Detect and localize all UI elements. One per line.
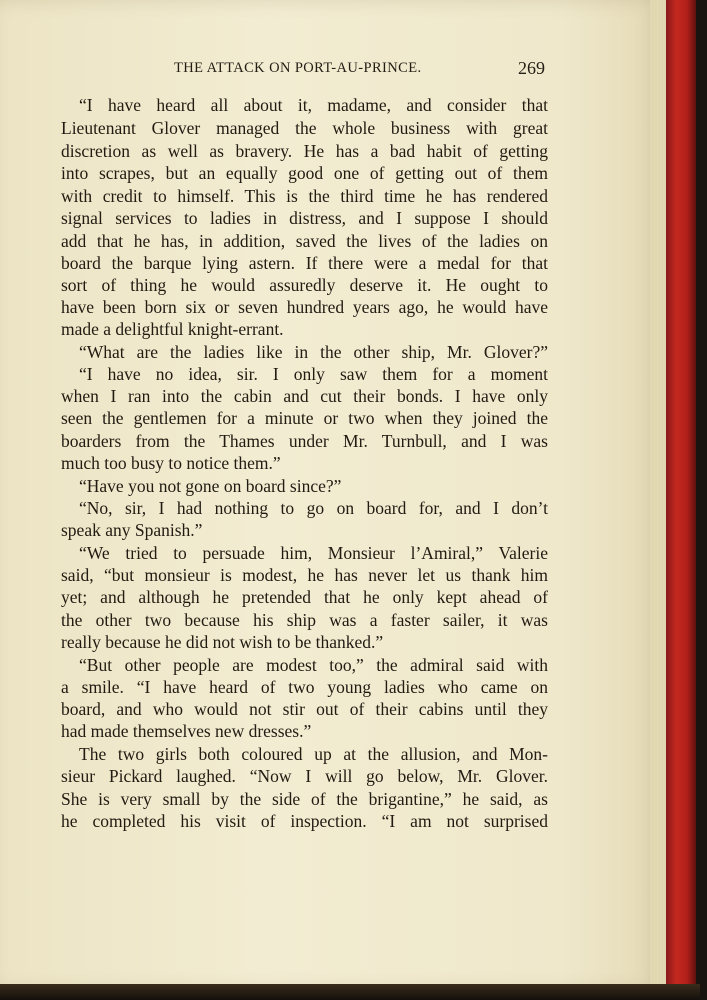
- text-line: “We tried to persuade him, Monsieur l’Amiral,” Valerie: [79, 543, 548, 563]
- text-line: board the barque lying astern. If there were a medal for that: [61, 253, 548, 273]
- text-line: he completed his visit of inspection. “I am not surprised: [61, 811, 548, 831]
- text-line: discretion as well as bravery. He has a bad habit of getting: [61, 141, 548, 161]
- text-line: had made themselves new dresses.”: [61, 721, 312, 741]
- text-line: “What are the ladies like in the other ship, Mr. Glover?”: [79, 342, 548, 362]
- text-line: add that he has, in addition, saved the lives of the ladies on: [61, 231, 548, 251]
- text-line: into scrapes, but an equally good one of getting out of them: [61, 163, 548, 183]
- book-cover-edge: [666, 0, 696, 1000]
- text-line: really because he did not wish to be thanked.”: [61, 632, 384, 652]
- bottom-shadow: [0, 984, 700, 1000]
- text-line: sort of thing he would assuredly deserve it. He ought to: [61, 275, 548, 295]
- text-line: signal services to ladies in distress, and I suppose I should: [61, 208, 548, 228]
- text-line: sieur Pickard laughed. “Now I will go below, Mr. Glover.: [61, 766, 548, 786]
- text-line: said, “but monsieur is modest, he has never let us thank him: [61, 565, 548, 585]
- text-line: much too busy to notice them.”: [61, 453, 281, 473]
- running-title: THE ATTACK ON PORT-AU-PRINCE.: [174, 60, 422, 76]
- text-line: with credit to himself. This is the third time he has rendered: [61, 186, 548, 206]
- text-line: seen the gentlemen for a minute or two when they joined the: [61, 408, 548, 428]
- text-line: the other two because his ship was a faster sailer, it was: [61, 610, 548, 630]
- page-number: 269: [518, 58, 545, 78]
- text-line: “I have no idea, sir. I only saw them for a moment: [79, 364, 548, 384]
- text-line: have been born six or seven hundred years ago, he would have: [61, 297, 548, 317]
- text-line: a smile. “I have heard of two young ladies who came on: [61, 677, 548, 697]
- text-line: Lieutenant Glover managed the whole business with great: [61, 118, 548, 138]
- text-line: She is very small by the side of the brigantine,” he said, as: [61, 789, 548, 809]
- text-line: “No, sir, I had nothing to go on board for, and I don’t: [79, 498, 548, 518]
- text-line: The two girls both coloured up at the allusion, and Mon-: [79, 744, 548, 764]
- text-line: when I ran into the cabin and cut their bonds. I have only: [61, 386, 548, 406]
- text-line: speak any Spanish.”: [61, 520, 203, 540]
- text-line: “But other people are modest too,” the admiral said with: [79, 655, 548, 675]
- text-line: “I have heard all about it, madame, and consider that: [79, 95, 548, 115]
- text-line: board, and who would not stir out of their cabins until they: [61, 699, 548, 719]
- text-line: “Have you not gone on board since?”: [79, 476, 342, 496]
- text-line: yet; and although he pretended that he only kept ahead of: [61, 587, 548, 607]
- text-line: boarders from the Thames under Mr. Turnbull, and I was: [61, 431, 548, 451]
- text-line: made a delightful knight-errant.: [61, 319, 284, 339]
